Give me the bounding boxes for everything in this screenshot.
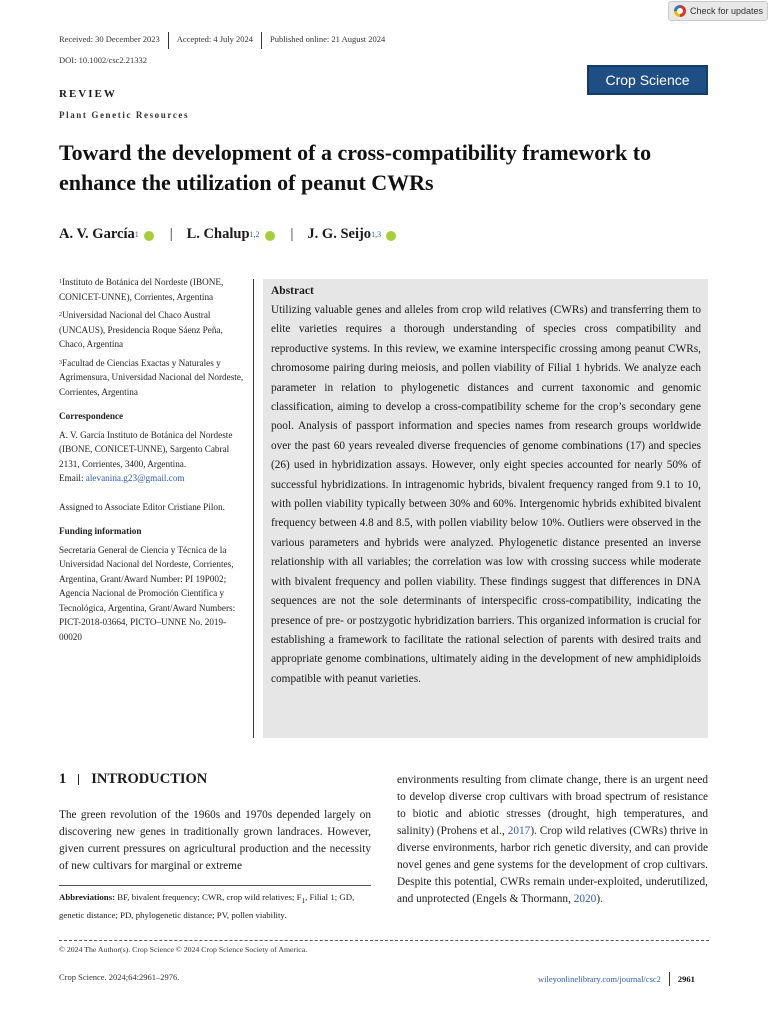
funding-text: Secretaría General de Ciencia y Técnica de la Universidad Nacional del Nordeste, Corrientes, Argentina, Grant/Award Number: PI 19P002; Agencia Nacional de Promoción Científica y Tecnológica, Argentina, Grant/Award Numbers: PICT-2018-03664, PICTO–UNNE No. 2019-00020 — [59, 544, 236, 642]
doi[interactable]: DOI: 10.1002/csc2.21332 — [59, 55, 148, 65]
author-affiliation-sup: 1,2 — [249, 230, 260, 239]
section-heading — [59, 771, 207, 788]
page-number: 2961 — [677, 974, 695, 984]
author-separator: | — [169, 226, 173, 242]
date-divider — [261, 32, 262, 49]
orcid-icon[interactable] — [144, 231, 154, 241]
article-title: Toward the development of a cross-compatibility framework to enhance the utilization of peanut CWRs — [59, 140, 652, 195]
abstract-heading: Abstract — [271, 285, 314, 297]
footer-right — [538, 972, 695, 986]
reference-link[interactable]: 2020 — [573, 893, 597, 905]
accepted-date: Accepted: 4 July 2024 — [176, 34, 254, 44]
heading-divider — [78, 774, 79, 785]
column-divider — [253, 279, 254, 738]
author-list — [59, 226, 400, 243]
abbreviations-footnote: Abbreviations: BF, bivalent frequency; CWR, crop wild relatives; $F_1$, Filial 1; GD, genetic distance; PD, phylogenetic distance; PV, pollen viability. — [59, 892, 355, 920]
author-name[interactable]: J. G. Seijo — [307, 226, 372, 242]
date-divider — [168, 32, 169, 49]
article-type: REVIEW — [59, 88, 117, 100]
correspondence-text: A. V. García Instituto de Botánica del Nordeste (IBONE, CONICET-UNNE), Sargento Cabral 2131, Corrientes, 3400, Argentina. Email: alevanina.g23@gmail.com — [59, 429, 233, 483]
section-name: Plant Genetic Resources — [59, 110, 190, 120]
received-date: Received: 30 December 2023 — [59, 34, 160, 44]
author-name[interactable]: L. Chalup — [186, 226, 250, 242]
check-for-updates-button[interactable] — [668, 1, 768, 21]
correspondence-heading: Correspondence — [59, 411, 124, 421]
affiliation: $^2$Universidad Nacional del Chaco Austral (UNCAUS), Presidencia Roque Sáenz Peña, Chaco, Argentina — [59, 310, 223, 349]
funding-heading: Funding information — [59, 526, 142, 536]
author-name[interactable]: A. V. García — [59, 226, 135, 242]
footnote-rule — [59, 885, 371, 886]
copyright-notice: © 2024 The Author(s). Crop Science © 2024 Crop Science Society of America. — [59, 945, 308, 954]
body-paragraph: The green revolution of the 1960s and 1970s depended largely on discovering new genes in traditionally grown landraces. However, given current pressures on agricultural production and the necessity of new cultivars for marginal or extreme — [59, 809, 371, 872]
affiliation: $^3$Facultad de Ciencias Exactas y Naturales y Agrimensura, Universidad Nacional del Nordeste, Corrientes, Argentina — [59, 357, 244, 397]
publication-dates — [59, 34, 393, 49]
journal-citation: Crop Science. 2024;64:2961–2976. — [59, 972, 180, 982]
footer-divider-bar — [669, 972, 670, 986]
published-date: Published online: 21 August 2024 — [270, 34, 386, 44]
check-for-updates-label: Check for updates — [690, 6, 764, 16]
orcid-icon[interactable] — [265, 231, 275, 241]
abstract-text: Utilizing valuable genes and alleles from crop wild relatives (CWRs) and transferring them to elite varieties requires a thorough understanding of species cross compatibility and reproductive systems. In this review, we examine interspecific crossing among peanut CWRs, chromosome pairing during meiosis, and pollen viability of Filial 1 hybrids. We analyze each parameter in relation to phylogenetic distances and current taxonomic and genomic classification, aiming to develop a cross-compatibility scheme for the crop’s secondary gene pool. Analysis of passport information and species names from research groups worldwide over the past 60 years revealed diverse frequencies of genome combinations (17) and species (26) used in hybridization assays. However, only eight species accounted for nearly 50% of successful hybridizations. In intragenomic hybrids, bivalent frequency ranged from 9.1 to 10, with pollen viability typically between 30% and 60%. Intergenomic hybrids exhibited bivalent frequency between 4.8 and 8.5, with pollen viability below 10%. Outliers were observed in the various parameters and hybrids were analyzed. Phylogenetic distance presented an inverse relationship with all variables; the correlation was low with crossing success while moderate with bivalent frequency and pollen viability. These findings suggest that differences in DNA sequences are not the sole determinants of interspecific cross-compatibility, indicating the presence of pre- or postzygotic hybridization barriers. This organized information is crucial for establishing a framework to facilitate the rational selection of parents with desired traits and appropriate genome combinations, ultimately aiding in the development of new amphidiploids compatible with peanut varieties. — [271, 304, 701, 685]
author-affiliation-sup: 1,3 — [371, 230, 382, 239]
footer-divider — [59, 940, 709, 941]
author-affiliation-sup: 1 — [134, 230, 139, 239]
body-paragraph: environments resulting from climate change, there is an urgent need to develop diverse crop cultivars with broad spectrum of resistance to biotic and abiotic stresses (drought, high temperatures, and salinity) (Prohens et al., 2017). Crop wild relatives (CWRs) thrive in diverse environments, harbor rich genetic diversity, and can provide novel genes and gene systems for the development of crop cultivars. Despite this potential, CWRs remain under-exploited, underutilized, and unprotected (Engels & Thormann, 2020). — [397, 774, 708, 905]
author-separator: | — [290, 226, 294, 242]
orcid-icon[interactable] — [386, 231, 396, 241]
journal-url-link[interactable]: wileyonlinelibrary.com/journal/csc2 — [538, 974, 661, 984]
editor-note: Assigned to Associate Editor Cristiane Pilon. — [59, 501, 225, 512]
article-info-column — [59, 275, 245, 648]
affiliation: $^1$Instituto de Botánica del Nordeste (IBONE, CONICET-UNNE), Corrientes, Argentina — [59, 277, 224, 302]
journal-logo: Crop Science — [587, 65, 708, 95]
section-title: INTRODUCTION — [91, 771, 208, 787]
section-number: 1 — [59, 771, 67, 787]
email-link[interactable]: alevanina.g23@gmail.com — [85, 473, 185, 483]
crossmark-icon — [674, 5, 686, 17]
reference-link[interactable]: 2017 — [507, 825, 531, 837]
